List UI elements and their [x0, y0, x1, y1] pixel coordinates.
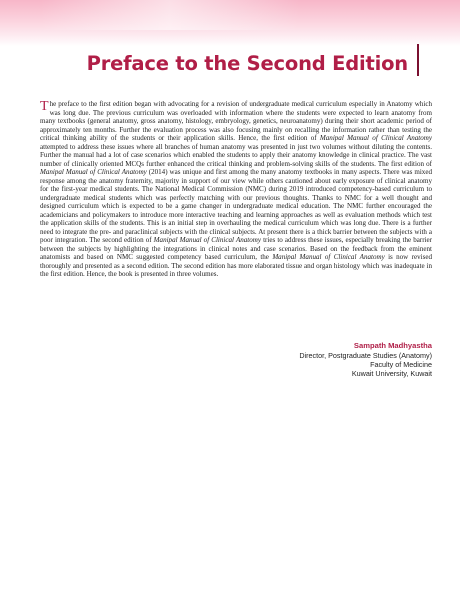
text-segment: (2014) was unique and first among the many anatomy textbooks in many aspects. There was mixed response among the anatomy fraternity, majority in support of our view while others cautioned about early exposure of clinical anatomy for the first-year medical students. The National Medical Commission (NMC) during 2019 introduced competency-based curriculum to undergraduate medical students which was perfectly matching with our previous thoughts. Thanks to NMC for a well thought and designed curriculum which is expected to be a game changer in undergraduate medical education. The NMC further encouraged the academicians and policymakers to introduce more interactive teaching and learning approaches as well as evaluation methods which test the application skills of the students. This is an initial step in overhauling the medical curriculum which was long due. There is a further need to integrate the pre- and paraclinical subjects with the clinical subjects. At present there is a thick barrier between the subjects with a poor integration. The second edition of	[40, 168, 432, 244]
author-faculty: Faculty of Medicine	[370, 360, 432, 369]
signature-block	[299, 341, 432, 378]
preface-body	[40, 100, 432, 279]
text-segment: is now revised thoroughly and presented as a second edition. The second edition has more elaborated tissue and organ histology which was inadequate in the first edition. Hence, the book is presented in three volumes.	[40, 253, 432, 278]
header-divider	[417, 44, 419, 76]
book-title: Manipal Manual of Clinical Anatomy	[153, 236, 261, 244]
author-title: Director, Postgraduate Studies (Anatomy)	[299, 351, 432, 360]
page-title: Preface to the Second Edition	[86, 52, 408, 75]
author-name: Sampath Madhyastha	[353, 341, 432, 350]
book-title: Manipal Manual of Clinical Anatomy	[319, 134, 432, 142]
text-segment: attempted to address these issues where all branches of human anatomy was presented in just two volumes without diluting the contents. Further the manual had a lot of case scenarios which enabled the students to apply their anatomy knowledge in clinical practice. The vast number of clinically oriented MCQs further enhanced the critical thinking and problem-solving skills of the students. The first edition of	[40, 142, 432, 168]
book-title: Manipal Manual of Clinical Anatomy	[40, 168, 147, 176]
preface-paragraph	[40, 100, 432, 279]
text-segment: tries to address these issues, especially breaking the barrier between the subjects by highlighting the integrations in clinical notes and case scenarios. Based on the feedback from the eminent anatomists and based on NMC suggested competency based curriculum, the	[40, 236, 432, 261]
header-sheen	[40, 0, 300, 30]
text-segment: he preface to the first edition began with advocating for a revision of undergraduate medical curriculum especially in Anatomy which was long due. The previous curriculum was overloaded with information where the students were expected to learn anatomy from many textbooks (general anatomy, gross anatomy, histology, embryology, genetics, neuroanatomy) during their short academic period of approximately ten months. Further the evaluation process was also focusing mainly on recalling the information rather than testing the critical thinking ability of the students or their application skills. Hence, the first edition of	[40, 100, 432, 142]
book-title: Manipal Manual of Clinical Anatomy	[272, 253, 385, 261]
drop-cap: T	[40, 99, 49, 114]
header-band	[0, 0, 460, 46]
author-affiliation: Kuwait University, Kuwait	[351, 369, 432, 378]
